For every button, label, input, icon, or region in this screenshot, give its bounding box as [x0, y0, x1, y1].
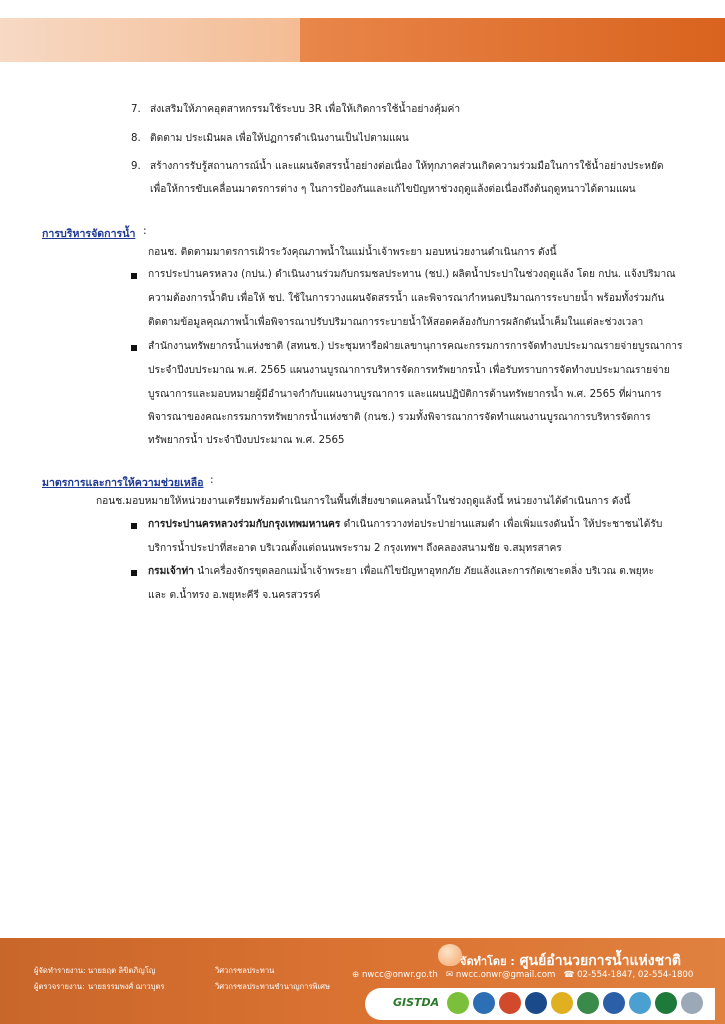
email-text[interactable]: nwcc.onwr@gmail.com: [455, 970, 556, 980]
bullet-icon: [131, 570, 137, 576]
agency-logo-icon: [655, 992, 677, 1014]
gistda-logo: GISTDA: [393, 996, 440, 1009]
water-drop-logo-icon: [438, 944, 462, 966]
agency-logo-icon: [525, 992, 547, 1014]
checked-dept: วิศวกรชลประทานชำนาญการพิเศษ: [215, 982, 330, 991]
brand-title: ศูนย์อำนวยการน้ำแห่งชาติ: [519, 953, 682, 969]
globe-icon: ⊕: [352, 970, 360, 980]
bullet-rest: นำเครื่องจักรขุดลอกแม่น้ำเจ้าพระยา เพื่อแก้ไขปัญหาอุทกภัย ภัยแล้งและการกัดเซาะตลิ่ง บริเวณ ต.พยุหะ: [193, 566, 654, 577]
item-number: 7.: [131, 104, 141, 115]
leaf-logo-icon: [447, 992, 469, 1014]
item-number: 9.: [131, 161, 141, 172]
bullet-text: [148, 518, 662, 532]
prepared-label: ผู้จัดทำรายงาน:: [34, 966, 86, 975]
bullet-icon: [131, 523, 137, 529]
item-number: 8.: [131, 133, 141, 144]
contact-line: [352, 970, 693, 980]
bullet-text: บริการน้ำประปาที่สะอาด บริเวณตั้งแต่ถนนพระราม 2 กรุงเทพฯ ถึงคลองสนามชัย จ.สมุทรสาคร: [148, 543, 562, 554]
footer-banner: [0, 938, 725, 1024]
bullet-text: ความต้องการน้ำดิบ เพื่อให้ ชป. ใช้ในการวางแผนจัดสรรน้ำ และพิจารณากำหนดปริมาณการระบายน้ำ พร้อมทั้งร่วมกัน: [148, 293, 665, 304]
bullet-icon: [131, 273, 137, 279]
section-heading-measures: มาตรการและการให้ความช่วยเหลือ: [42, 477, 204, 489]
agency-logo-icon: [551, 992, 573, 1014]
section-heading-water-management: การบริหารจัดการน้ำ: [42, 228, 136, 240]
checked-name: นายธรรมพงศ์ ฌาวบุตร: [88, 982, 165, 991]
website-text[interactable]: nwcc@onwr.go.th: [361, 970, 438, 980]
bullet-text: พิจารณาของคณะกรรมการทรัพยากรน้ำแห่งชาติ (กนช.) รวมทั้งพิจารณาการจัดทำแผนงานบูรณาการบริหารจัดการ: [148, 412, 651, 423]
bullet-text: สำนักงานทรัพยากรน้ำแห่งชาติ (สทนช.) ประชุมหารือฝ่ายเลขานุการคณะกรรมการการจัดทำงบประมาณรายจ่ายบูรณาการ: [148, 341, 683, 352]
bullet-bold-label: การประปานครหลวงร่วมกับกรุงเทพมหานคร: [148, 519, 341, 530]
heading-colon: :: [210, 474, 214, 486]
bullet-text: [148, 565, 654, 579]
agency-logo-icon: [603, 992, 625, 1014]
bullet-text: การประปานครหลวง (กปน.) ดำเนินงานร่วมกับกรมชลประทาน (ชป.) ผลิตน้ำประปาในช่วงฤดูแล้ง โดย กปน. แจ้งปริมาณ: [148, 269, 676, 280]
bullet-text: ประจำปีงบประมาณ พ.ศ. 2565 แผนงานบูรณาการบริหารจัดการทรัพยากรน้ำ เพื่อรับทราบการจัดทำงบประมาณรายจ่าย: [148, 365, 670, 376]
item-text: เพื่อให้การขับเคลื่อนมาตรการต่าง ๆ ในการป้องกันและแก้ไขปัญหาช่วงฤดูแล้งต่อเนื่องถึงต้นฤดูหนาวได้ตามแผน: [150, 184, 636, 195]
header-band-orange: [300, 18, 725, 62]
item-text: สร้างการรับรู้สถานการณ์น้ำ และแผนจัดสรรน้ำอย่างต่อเนื่อง ให้ทุกภาคส่วนเกิดความร่วมมือในการใช้น้ำอย่างประหยัด: [150, 161, 664, 172]
checked-label: ผู้ตรวจรายงาน:: [34, 982, 85, 991]
agency-logo-icon: [473, 992, 495, 1014]
section-intro: กอนช.มอบหมายให้หน่วยงานเตรียมพร้อมดำเนินการในพื้นที่เสี่ยงขาดแคลนน้ำในช่วงฤดูแล้งนี้ หน่วยงานได้ดำเนินการ ดังนี้: [96, 496, 631, 507]
phone-text: 02-554-1847, 02-554-1800: [577, 970, 694, 980]
prepared-name: นายธฤต ลิขิตภิญโญ: [88, 966, 156, 975]
agency-logo-icon: [499, 992, 521, 1014]
bullet-text: บูรณาการและมอบหมายผู้มีอำนาจกำกับแผนงานบูรณาการ และแผนปฏิบัติการด้านทรัพยากรน้ำ พ.ศ. 2565 ที่ผ่านการ: [148, 389, 662, 400]
brand-name: [460, 950, 681, 972]
bullet-text: ติดตามข้อมูลคุณภาพน้ำเพื่อพิจารณาปรับปริมาณการระบายน้ำให้สอดคล้องกับการผลักดันน้ำเค็มในแต่ละช่วงเวลา: [148, 317, 644, 328]
brand-prefix: จัดทำโดย :: [460, 955, 515, 968]
section-intro: กอนช. ติดตามมาตรการเฝ้าระวังคุณภาพน้ำในแม่น้ำเจ้าพระยา มอบหน่วยงานดำเนินการ ดังนี้: [148, 247, 557, 258]
agency-logo-icon: [681, 992, 703, 1014]
bullet-rest: ดำเนินการวางท่อประปาย่านแสมดำ เพื่อเพิ่มแรงดันน้ำ ให้ประชาชนได้รับ: [340, 519, 663, 530]
bullet-icon: [131, 345, 137, 351]
prepared-dept: วิศวกรชลประทาน: [215, 966, 275, 975]
mail-icon: ✉: [445, 970, 454, 980]
bullet-text: และ ต.น้ำทรง อ.พยุหะคีรี จ.นครสวรรค์: [148, 590, 321, 601]
header-band-light: [0, 18, 330, 62]
heading-colon: :: [143, 225, 147, 237]
agency-logo-icon: [577, 992, 599, 1014]
header-banner: [0, 0, 725, 62]
partner-logos-strip: [365, 988, 715, 1020]
phone-icon: ☎: [563, 970, 575, 980]
bullet-bold-label: กรมเจ้าท่า: [148, 566, 194, 577]
item-text: ติดตาม ประเมินผล เพื่อให้ปฏการดำเนินงานเป็นไปตามแผน: [150, 133, 409, 144]
agency-logo-icon: [629, 992, 651, 1014]
bullet-text: ทรัพยากรน้ำ ประจำปีงบประมาณ พ.ศ. 2565: [148, 435, 345, 446]
item-text: ส่งเสริมให้ภาคอุตสาหกรรมใช้ระบบ 3R เพื่อให้เกิดการใช้น้ำอย่างคุ้มค่า: [150, 104, 461, 115]
